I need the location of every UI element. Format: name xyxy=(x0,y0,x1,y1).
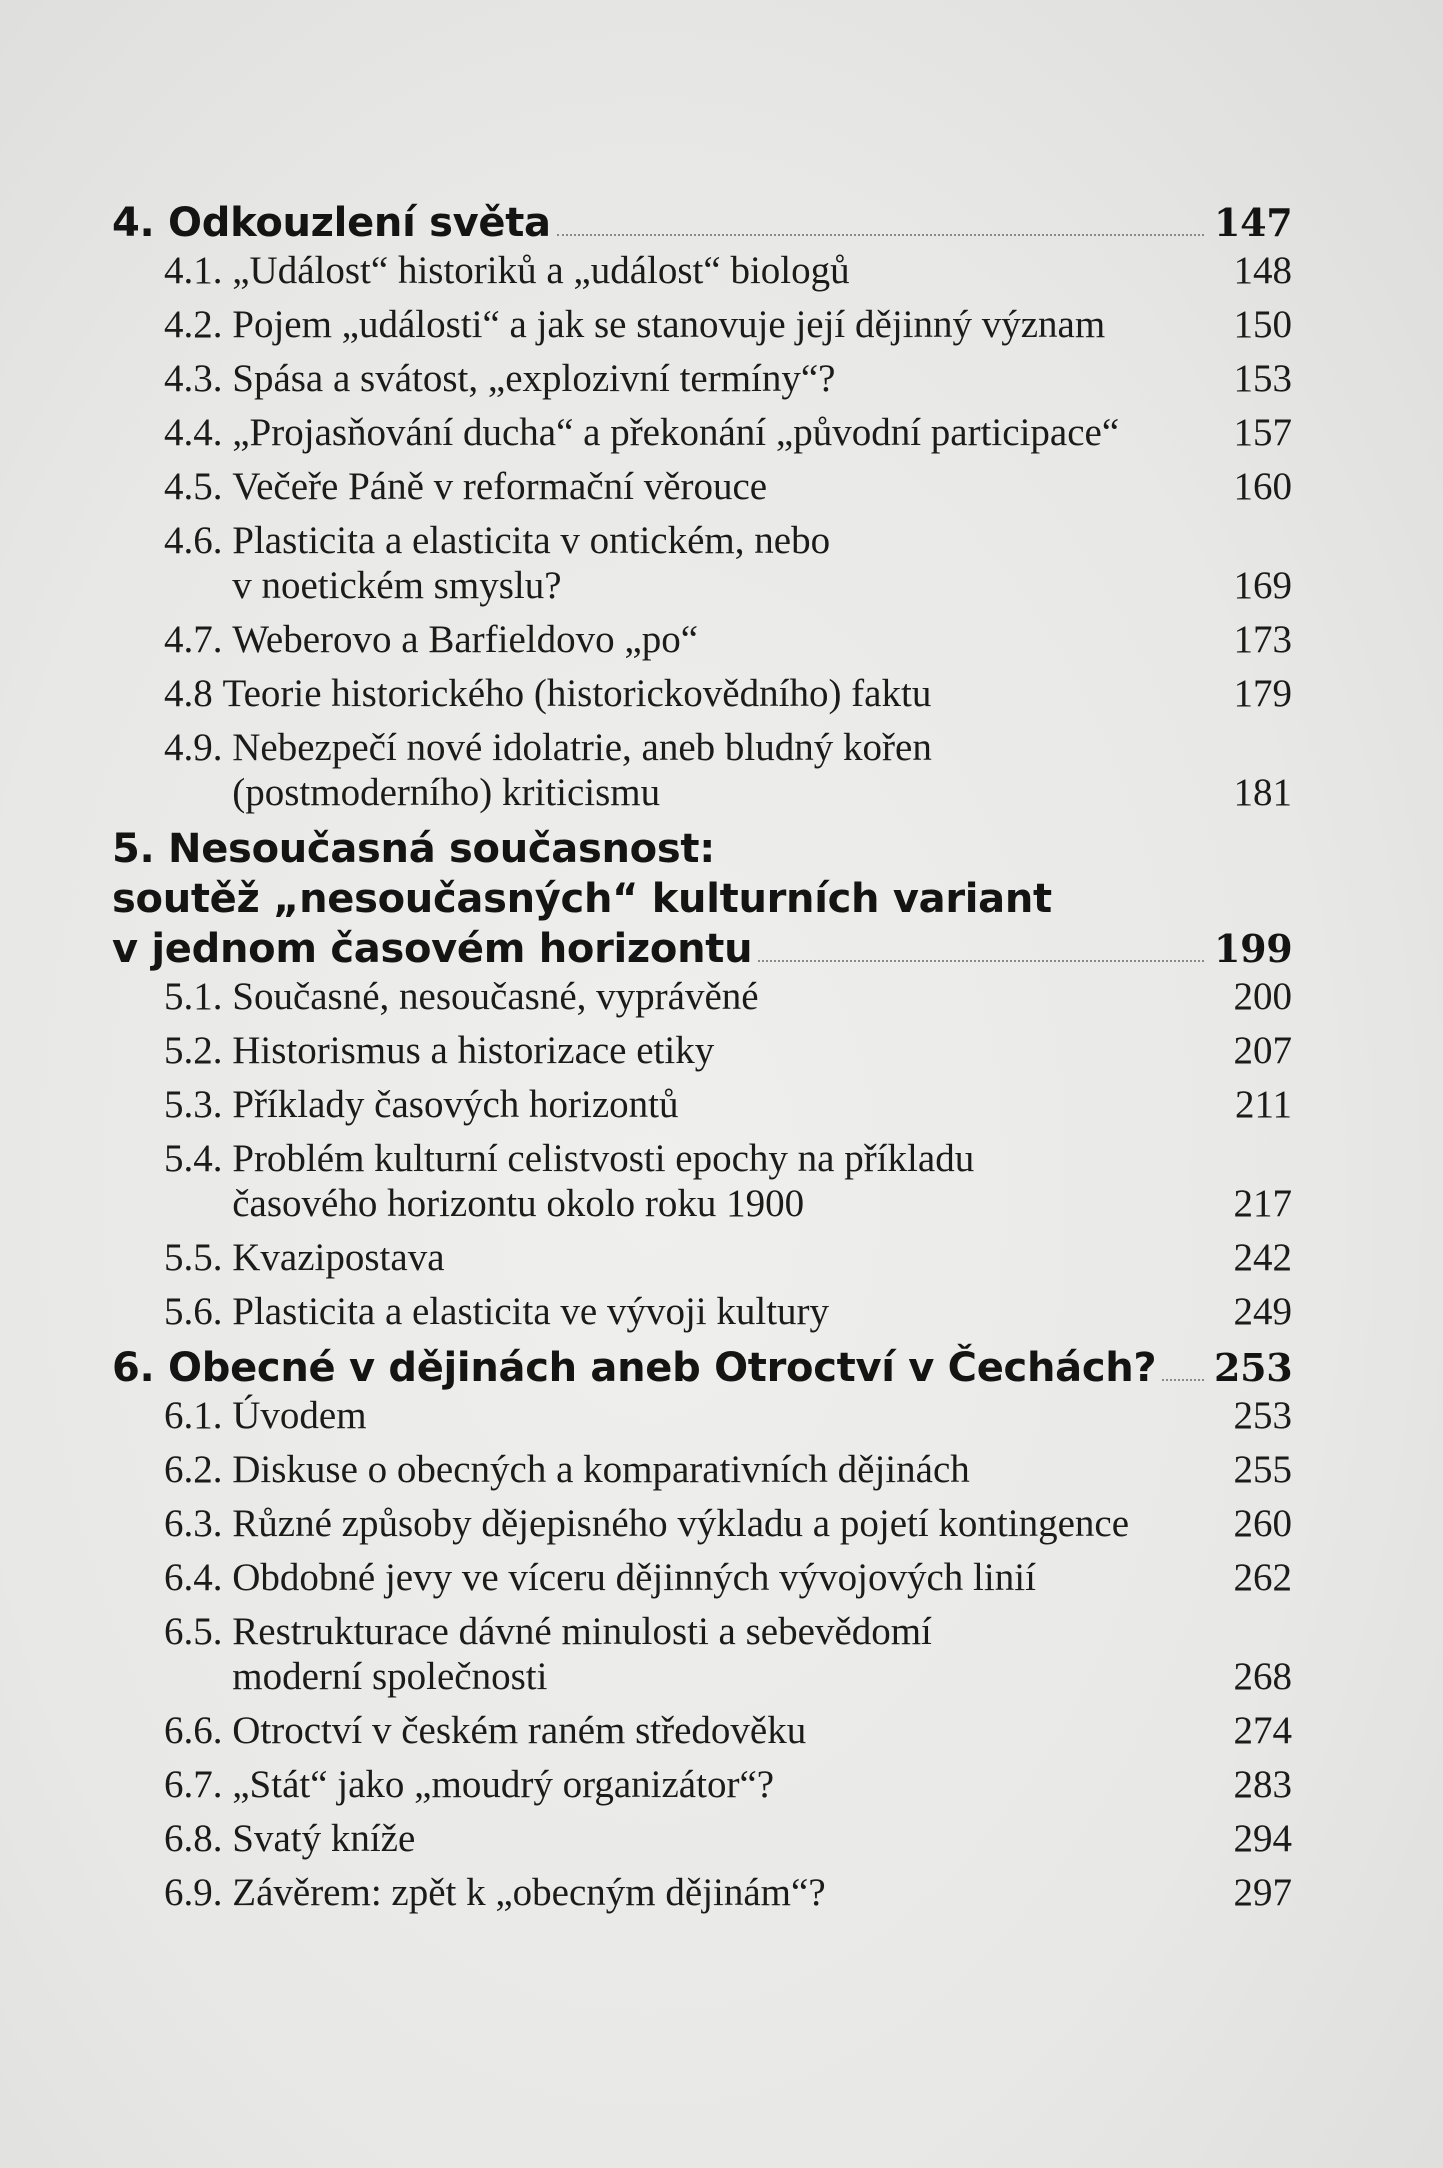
toc-entry xyxy=(164,248,1292,293)
toc-entry xyxy=(164,1501,1292,1546)
section-page-number: 260 xyxy=(1233,1502,1292,1545)
toc-entry xyxy=(164,518,1292,608)
toc-entry-label xyxy=(164,1289,1212,1334)
toc-entry xyxy=(164,1289,1292,1334)
section-page-number: 148 xyxy=(1233,249,1292,292)
toc-entry xyxy=(164,1136,1292,1226)
toc-entry-label xyxy=(164,1762,1212,1807)
section-page-number: 217 xyxy=(1233,1182,1292,1225)
toc-entry xyxy=(164,1609,1292,1699)
section-number: 6.3. xyxy=(164,1502,233,1545)
chapter-heading xyxy=(112,198,1292,248)
toc-entry xyxy=(164,464,1292,509)
section-number: 5.5. xyxy=(164,1236,233,1279)
section-title xyxy=(232,464,1212,509)
toc-entry xyxy=(164,974,1292,1019)
section-page-number: 283 xyxy=(1233,1763,1292,1806)
toc-entry xyxy=(164,356,1292,401)
chapter-title-line: v jednom časovém horizontu xyxy=(112,926,753,972)
section-number: 4.5. xyxy=(164,465,233,508)
section-number: 5.3. xyxy=(164,1083,233,1126)
section-title xyxy=(232,1289,1212,1334)
toc-entry xyxy=(164,1762,1292,1807)
chapter-page-number: 253 xyxy=(1214,1345,1293,1390)
section-page-number: 173 xyxy=(1233,618,1292,661)
section-title-line: v noetickém smyslu? xyxy=(232,564,562,607)
toc-entry-label xyxy=(164,356,1212,401)
section-title-line: Nebezpečí nové idolatrie, aneb bludný kořen xyxy=(232,726,932,769)
toc-entry xyxy=(164,410,1292,455)
section-page-number: 249 xyxy=(1233,1290,1292,1333)
section-number: 4.9. xyxy=(164,726,233,769)
chapter-page-number: 147 xyxy=(1214,200,1293,245)
toc-entry xyxy=(164,671,1292,716)
section-title xyxy=(232,1555,1212,1600)
section-title xyxy=(232,1393,1212,1438)
section-number: 6.8. xyxy=(164,1817,233,1860)
section-title xyxy=(232,725,1212,815)
section-number: 4.3. xyxy=(164,357,233,400)
chapter-heading xyxy=(112,824,1292,974)
section-title-line: Svatý kníže xyxy=(232,1817,416,1860)
chapter-block xyxy=(112,1343,1292,1915)
toc-entry-label xyxy=(164,725,1212,815)
chapter-title-line: 4. Odkouzlení světa xyxy=(112,200,551,246)
toc-entry-label xyxy=(164,464,1212,509)
toc-entry-label xyxy=(164,1609,1212,1699)
chapter-block xyxy=(112,824,1292,1334)
section-title xyxy=(232,302,1212,347)
section-number: 4.7. xyxy=(164,618,233,661)
section-title-line: časového horizontu okolo roku 1900 xyxy=(232,1182,805,1225)
section-title-line: Obdobné jevy ve víceru dějinných vývojových linií xyxy=(232,1556,1036,1599)
chapter-page-number: 199 xyxy=(1214,926,1293,971)
section-title-line: Teorie historického (historickovědního) faktu xyxy=(222,672,932,715)
toc-entry xyxy=(164,617,1292,662)
section-title-line: Současné, nesoučasné, vyprávěné xyxy=(232,975,759,1018)
section-title xyxy=(232,1609,1212,1699)
section-title xyxy=(232,410,1212,455)
section-title-line: Problém kulturní celistvosti epochy na příkladu xyxy=(232,1137,975,1180)
section-number: 5.6. xyxy=(164,1290,233,1333)
section-number: 6.2. xyxy=(164,1448,233,1491)
toc-entry xyxy=(164,1555,1292,1600)
toc-entry xyxy=(164,1816,1292,1861)
section-title-line: Historismus a historizace etiky xyxy=(232,1029,715,1072)
section-page-number: 297 xyxy=(1233,1871,1292,1914)
section-title xyxy=(232,974,1212,1019)
toc-entry-label xyxy=(164,248,1212,293)
toc-entry xyxy=(164,1870,1292,1915)
toc-entry-label xyxy=(164,1708,1212,1753)
section-title-line: Diskuse o obecných a komparativních dějinách xyxy=(232,1448,970,1491)
toc-entry-label xyxy=(164,1393,1212,1438)
section-title xyxy=(223,671,1213,716)
toc-entry xyxy=(164,725,1292,815)
section-page-number: 262 xyxy=(1233,1556,1292,1599)
toc-entry-label xyxy=(164,1235,1212,1280)
toc-entry xyxy=(164,1028,1292,1073)
section-title xyxy=(232,617,1212,662)
section-page-number: 242 xyxy=(1233,1236,1292,1279)
section-title-line: Večeře Páně v reformační věrouce xyxy=(232,465,768,508)
section-title xyxy=(232,1028,1212,1073)
toc-entry xyxy=(164,1393,1292,1438)
section-title-line: Kvazipostava xyxy=(232,1236,445,1279)
chapter-title-row xyxy=(112,198,1292,248)
section-title-line: (postmoderního) kriticismu xyxy=(232,771,661,814)
toc-entry-label xyxy=(164,1555,1212,1600)
toc-entry-label xyxy=(164,1447,1212,1492)
section-number: 4.2. xyxy=(164,303,233,346)
section-page-number: 268 xyxy=(1233,1655,1292,1698)
section-title-line: „Událost“ historiků a „událost“ biologů xyxy=(232,249,850,292)
toc-entry-label xyxy=(164,1028,1212,1073)
section-title-line: Otroctví v českém raném středověku xyxy=(232,1709,807,1752)
section-number: 5.1. xyxy=(164,975,233,1018)
section-page-number: 153 xyxy=(1233,357,1292,400)
chapter-title-row xyxy=(112,1343,1292,1393)
toc-entry xyxy=(164,1708,1292,1753)
section-title-line: Různé způsoby dějepisného výkladu a pojetí kontingence xyxy=(232,1502,1130,1545)
section-title xyxy=(232,518,1212,608)
section-page-number: 160 xyxy=(1233,465,1292,508)
toc-entry-label xyxy=(164,671,1212,716)
section-number: 6.1. xyxy=(164,1394,233,1437)
section-title xyxy=(232,356,1212,401)
chapter-title-line: 5. Nesoučasná současnost: xyxy=(112,826,715,872)
section-title-line: Závěrem: zpět k „obecným dějinám“? xyxy=(232,1871,826,1914)
toc-entry-label xyxy=(164,1816,1212,1861)
section-title-line: „Stát“ jako „moudrý organizátor“? xyxy=(232,1763,775,1806)
section-title xyxy=(232,1447,1212,1492)
toc-entry-label xyxy=(164,617,1212,662)
toc-entry-label xyxy=(164,1082,1212,1127)
section-title xyxy=(232,1762,1212,1807)
toc-entry xyxy=(164,302,1292,347)
toc-entry-label xyxy=(164,1501,1212,1546)
section-page-number: 169 xyxy=(1233,564,1292,607)
chapter-title-line: 6. Obecné v dějinách aneb Otroctví v Čechách? xyxy=(112,1345,1157,1391)
toc-entry-label xyxy=(164,302,1212,347)
section-page-number: 253 xyxy=(1233,1394,1292,1437)
section-page-number: 150 xyxy=(1233,303,1292,346)
section-number: 4.4. xyxy=(164,411,233,454)
section-title-line: Úvodem xyxy=(232,1394,367,1437)
dot-leader xyxy=(557,233,1204,236)
section-title xyxy=(232,1816,1212,1861)
section-title-line: Plasticita a elasticita ve vývoji kultury xyxy=(232,1290,830,1333)
section-title xyxy=(232,1235,1212,1280)
section-title xyxy=(232,1501,1212,1546)
toc-entry xyxy=(164,1447,1292,1492)
section-page-number: 294 xyxy=(1233,1817,1292,1860)
dot-leader xyxy=(1162,1378,1204,1381)
chapter-title-row xyxy=(112,924,1292,974)
section-number: 6.9. xyxy=(164,1871,233,1914)
section-page-number: 211 xyxy=(1234,1083,1292,1126)
toc-entry-label xyxy=(164,1870,1212,1915)
toc-entry-label xyxy=(164,410,1212,455)
section-page-number: 274 xyxy=(1233,1709,1292,1752)
section-number: 4.8 xyxy=(164,672,223,715)
section-title xyxy=(232,1708,1212,1753)
chapter-heading xyxy=(112,1343,1292,1393)
dot-leader xyxy=(758,959,1204,962)
section-title-line: Spása a svátost, „explozivní termíny“? xyxy=(232,357,836,400)
section-title-line: „Projasňování ducha“ a překonání „původní participace“ xyxy=(232,411,1120,454)
section-number: 5.4. xyxy=(164,1137,233,1180)
section-number: 6.6. xyxy=(164,1709,233,1752)
section-page-number: 179 xyxy=(1233,672,1292,715)
section-number: 5.2. xyxy=(164,1029,233,1072)
section-title-line: Weberovo a Barfieldovo „po“ xyxy=(232,618,699,661)
table-of-contents xyxy=(112,192,1292,1924)
section-number: 6.5. xyxy=(164,1610,233,1653)
section-title-line: Příklady časových horizontů xyxy=(232,1083,679,1126)
section-title-line: Restrukturace dávné minulosti a sebevědomí xyxy=(232,1610,932,1653)
section-number: 4.6. xyxy=(164,519,233,562)
chapter-title-line: soutěž „nesoučasných“ kulturních variant xyxy=(112,876,1052,922)
section-title xyxy=(232,1136,1212,1226)
section-title xyxy=(232,248,1212,293)
section-page-number: 200 xyxy=(1233,975,1292,1018)
section-number: 4.1. xyxy=(164,249,233,292)
toc-entry-label xyxy=(164,974,1212,1019)
section-title-line: moderní společnosti xyxy=(232,1655,548,1698)
toc-entry xyxy=(164,1235,1292,1280)
chapter-block xyxy=(112,198,1292,815)
toc-entry-label xyxy=(164,1136,1212,1226)
toc-entry-label xyxy=(164,518,1212,608)
section-page-number: 207 xyxy=(1233,1029,1292,1072)
section-page-number: 157 xyxy=(1233,411,1292,454)
section-page-number: 255 xyxy=(1233,1448,1292,1491)
section-title xyxy=(232,1082,1212,1127)
section-number: 6.4. xyxy=(164,1556,233,1599)
section-page-number: 181 xyxy=(1233,771,1292,814)
section-title-line: Pojem „události“ a jak se stanovuje její dějinný význam xyxy=(232,303,1106,346)
section-title-line: Plasticita a elasticita v ontickém, nebo xyxy=(232,519,831,562)
toc-entry xyxy=(164,1082,1292,1127)
section-number: 6.7. xyxy=(164,1763,233,1806)
section-title xyxy=(232,1870,1212,1915)
